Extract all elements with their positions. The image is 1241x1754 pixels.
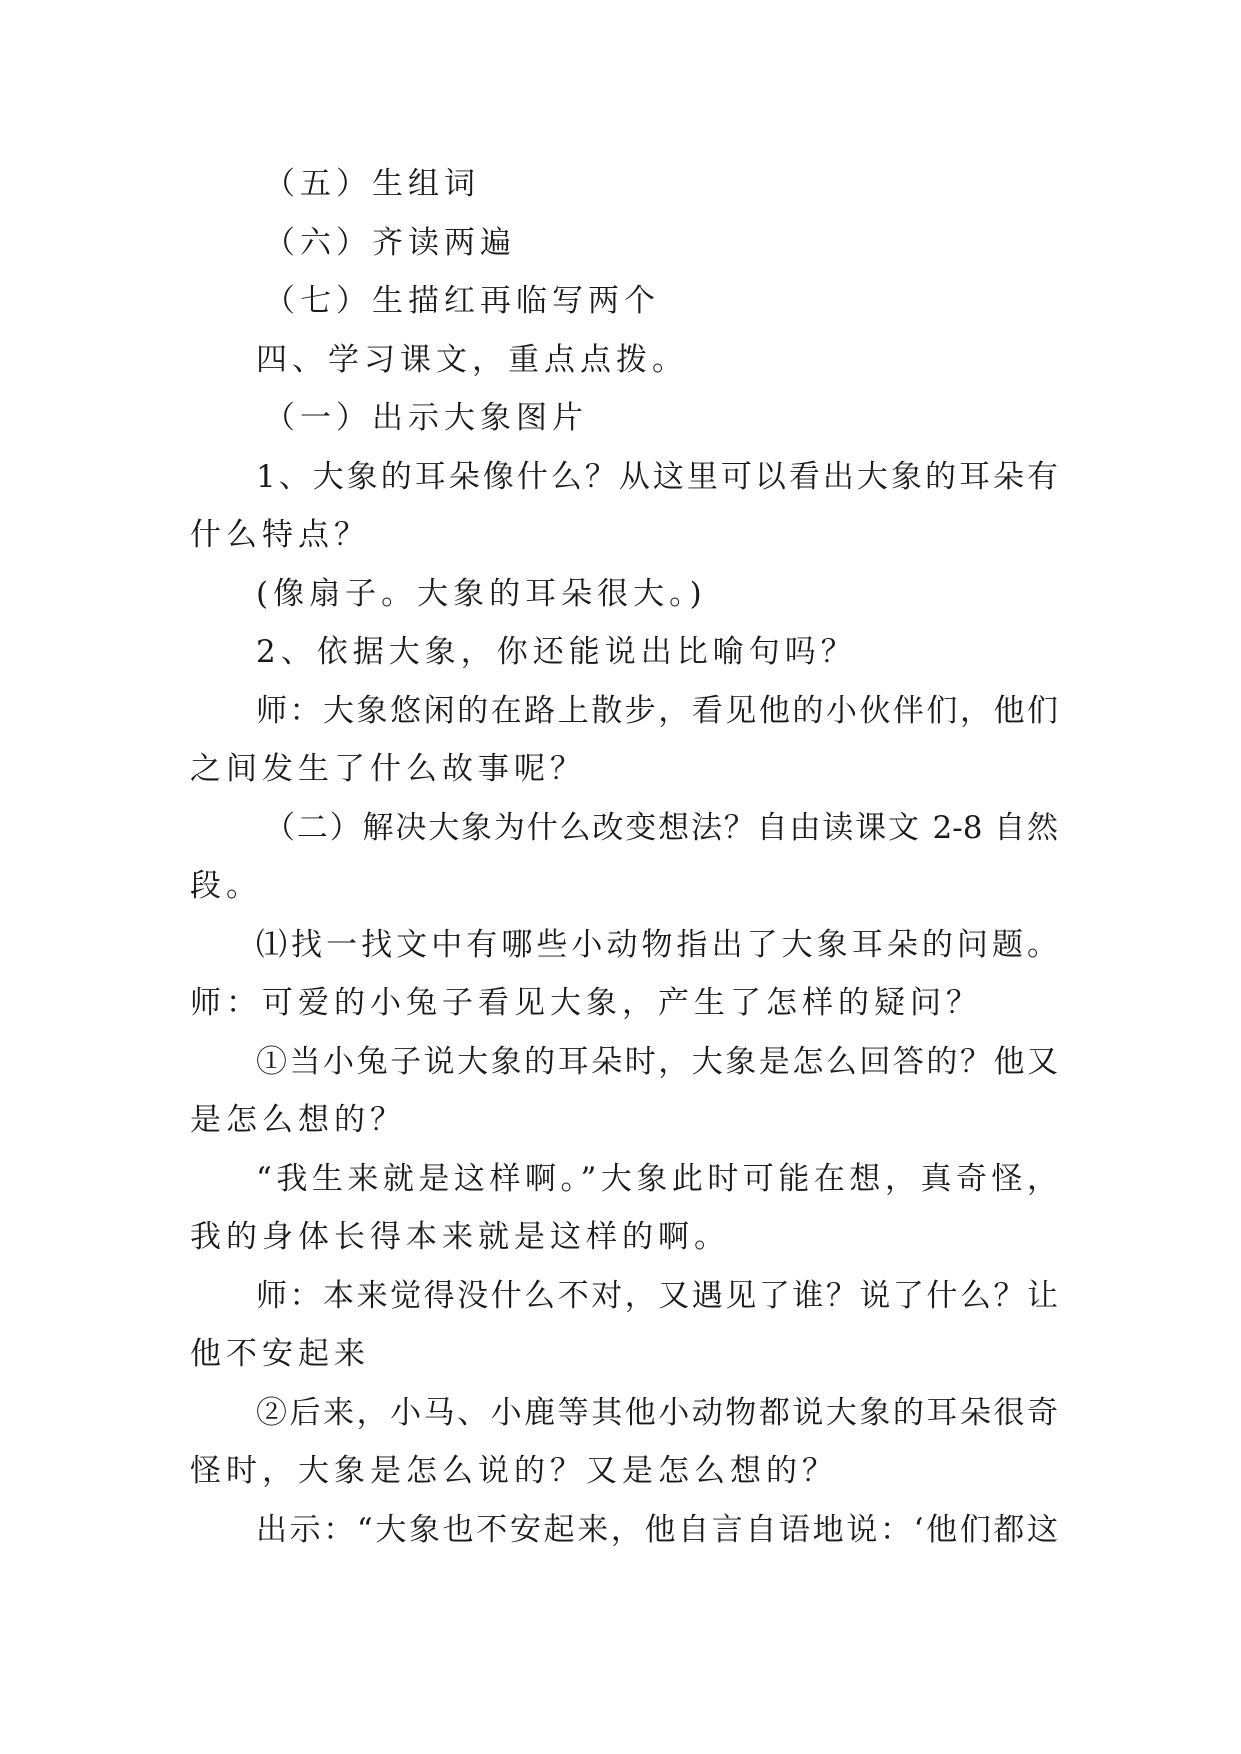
quote-line-1: “我生来就是这样啊。”大象此时可能在想，真奇怪， xyxy=(256,1160,1058,1197)
teacher-line-3b: 他不安起来 xyxy=(190,1336,370,1372)
point-2-line-1: ②后来，小马、小鹿等其他小动物都说大象的耳朵很奇 xyxy=(256,1394,1058,1431)
section-four-heading: 四、学习课文，重点点拨。 xyxy=(256,341,688,378)
subsection-two-line-2: 段。 xyxy=(190,868,262,904)
item-five: （五）生组词 xyxy=(264,166,480,202)
point-1-line-1: ①当小兔子说大象的耳朵时，大象是怎么回答的？他又 xyxy=(256,1043,1058,1080)
show-line: 出示：“大象也不安起来，他自言自语地说：‘他们都这 xyxy=(256,1511,1058,1548)
question-2: 2、依据大象，你还能说出比喻句吗？ xyxy=(256,634,857,670)
answer-1: (像扇子。大象的耳朵很大。) xyxy=(256,575,707,612)
quote-line-2: 我的身体长得本来就是这样的啊。 xyxy=(190,1219,730,1255)
document-body xyxy=(190,155,1058,1559)
point-1-line-2: 是怎么想的？ xyxy=(190,1102,406,1138)
item-six: （六）齐读两遍 xyxy=(264,224,516,261)
teacher-line-1b: 之间发生了什么故事呢？ xyxy=(190,751,586,787)
question-1-line-1: 1、大象的耳朵像什么？从这里可以看出大象的耳朵有 xyxy=(256,458,1058,495)
teacher-line-3a: 师：本来觉得没什么不对，又遇见了谁？说了什么？让 xyxy=(256,1277,1058,1314)
teacher-line-1a: 师：大象悠闲的在路上散步，看见他的小伙伴们，他们 xyxy=(256,692,1058,729)
subsection-two-line-1: （二）解决大象为什么改变想法？自由读课文 2-8 自然 xyxy=(264,809,1058,846)
question-1-line-2: 什么特点？ xyxy=(190,517,370,553)
teacher-line-2: 师：可爱的小兔子看见大象，产生了怎样的疑问？ xyxy=(190,985,982,1021)
subsection-one-heading: （一）出示大象图片 xyxy=(264,400,588,436)
task-1: ⑴找一找文中有哪些小动物指出了大象耳朵的问题。 xyxy=(256,926,1058,963)
item-seven: （七）生描红再临写两个 xyxy=(264,283,660,319)
point-2-line-2: 怪时，大象是怎么说的？又是怎么想的？ xyxy=(190,1453,838,1489)
